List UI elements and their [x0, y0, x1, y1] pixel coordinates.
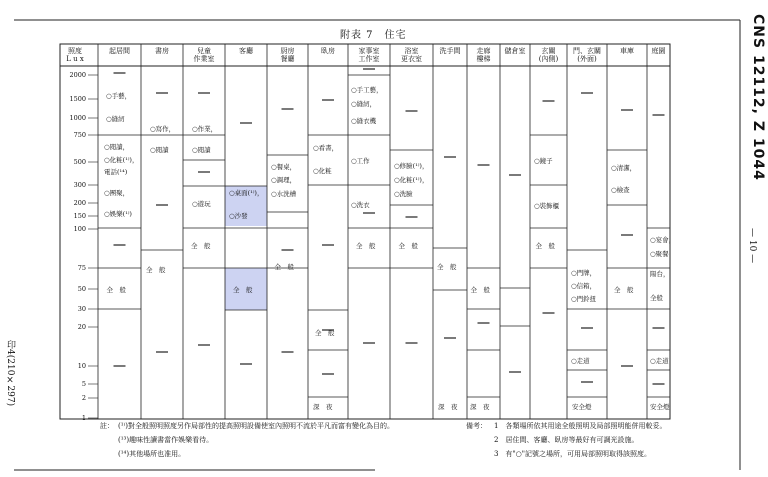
general-lighting-label: 全 般	[233, 286, 253, 294]
column-header: 門、玄關 (外面)	[573, 47, 601, 63]
axis-tick-label: 50	[77, 285, 86, 293]
cell-item: ○化粧(¹⁾)，	[394, 176, 429, 184]
cell-item: ○修臉(¹⁾)，	[394, 162, 429, 170]
axis-tick-label: 20	[77, 323, 86, 331]
cell-item: ○走道	[650, 357, 669, 365]
general-lighting-label: 全 般	[437, 263, 457, 271]
cell-item: ○洗臉	[394, 190, 413, 198]
cell-item: ○縫衣機	[351, 117, 377, 125]
axis-tick-label: 100	[73, 225, 86, 233]
general-lighting-label: 全 般	[614, 286, 634, 294]
deep-night-label: 深 夜	[313, 403, 333, 411]
cell-item: ○水洗槽	[271, 190, 297, 198]
axis-tick-label: 750	[73, 131, 86, 139]
general-lighting-label: 全 般	[356, 242, 376, 250]
cell-item: ○餐桌，	[271, 163, 297, 171]
note-3: (¹⁴)其他場所也准用。	[118, 450, 186, 458]
column-header: 兒童 作業室	[193, 47, 215, 63]
cell-item: ○看書，	[313, 144, 339, 152]
cell-item: ○縫紉，	[351, 100, 377, 108]
axis-tick-label: 5	[81, 380, 86, 388]
column-header: 車庫	[620, 47, 634, 55]
side-paper-spec: 印4(210×297)	[5, 340, 15, 407]
general-lighting-label: 全 般	[106, 286, 126, 294]
cell-item: ○閱讀，	[104, 143, 130, 151]
column-header: 洗手間	[439, 47, 461, 55]
remark-2: 2 居住間、客廳、臥房等最好有可調光設施。	[494, 436, 639, 444]
cell-item: ○門鈴扭	[571, 295, 597, 303]
cell-item: ○清潔，	[611, 164, 637, 172]
cell-item: ○手藝，	[106, 92, 132, 100]
axis-tick-label: 30	[77, 305, 86, 313]
note-2: (¹³)趣味性讀書當作娛樂看待。	[118, 436, 214, 444]
remark-label: 備考：	[466, 422, 487, 430]
axis-tick-label: 1500	[69, 95, 86, 103]
safety-light-label: 安全燈	[650, 403, 670, 411]
cell-item: ○手工藝，	[351, 86, 383, 94]
cell-item: 陽台，	[650, 270, 670, 278]
side-page-number: — 10 —	[747, 228, 757, 264]
cell-item: ○宴會，	[650, 236, 676, 244]
note-label: 註：	[100, 422, 114, 430]
note-1: (¹⁾)對全般照明照度另作局部性的提高照明設備使室內照明不流於平凡而富有變化為目的。	[118, 422, 394, 430]
cell-item: ○門牌，	[571, 269, 597, 277]
general-lighting-label: 全 般	[191, 242, 211, 250]
column-header: 玄關 (內側)	[538, 47, 559, 63]
cell-item: ○鏡子	[534, 157, 553, 165]
column-header: 起居間	[109, 47, 130, 55]
general-lighting-label: 全 般	[146, 266, 166, 274]
axis-unit-label: 照度 L u x	[66, 47, 84, 63]
cell-item: ○寫作，	[150, 125, 176, 133]
axis-tick-label: 75	[77, 264, 86, 272]
column-header: 客廳	[239, 47, 253, 55]
cell-item: ○桌面(¹⁾)，	[229, 189, 264, 197]
axis-tick-label: 150	[73, 212, 86, 220]
cell-item: ○洗衣	[351, 201, 370, 209]
column-header: 厨房 餐廳	[280, 47, 295, 63]
axis-tick-label: 2000	[69, 71, 86, 79]
cell-item: ○遊玩	[192, 200, 211, 208]
safety-light-label: 安全燈	[572, 403, 592, 411]
column-header: 書房	[155, 47, 169, 55]
column-header: 臥房	[321, 47, 335, 55]
column-header: 浴室 更衣室	[401, 47, 422, 63]
side-standard-number: CNS 12112, Z 1044	[750, 14, 766, 181]
cell-item: ○化粧(¹⁾)，	[104, 156, 139, 164]
axis-tick-label: 10	[77, 362, 86, 370]
general-lighting-label: 全 般	[470, 286, 490, 294]
axis-tick-label: 1000	[69, 114, 86, 122]
axis-tick-label: 200	[73, 199, 86, 207]
column-header: 庭園	[651, 47, 666, 55]
cell-item: ○縫紉	[106, 115, 125, 123]
general-lighting-label: 全 般	[315, 329, 335, 337]
column-header: 走廊 樓梯	[476, 47, 491, 63]
axis-tick-label: 2	[81, 394, 86, 402]
axis-tick-label: 300	[73, 181, 86, 189]
deep-night-label: 深 夜	[470, 403, 490, 411]
cell-item: ○閱讀	[192, 146, 211, 154]
general-lighting-label: 全 般	[398, 242, 418, 250]
general-lighting-label: 全般	[650, 294, 663, 302]
cell-item: ○閱讀	[150, 146, 169, 154]
cell-item: ○作業，	[192, 125, 218, 133]
cell-item: ○化粧	[313, 167, 332, 175]
axis-tick-label: 500	[73, 158, 86, 166]
column-header: 家事室 工作室	[358, 47, 380, 63]
cell-item: ○裝飾櫃	[534, 202, 560, 210]
cell-item: ○沙發	[229, 212, 248, 220]
cell-item: ○娛樂(¹⁾)	[104, 210, 132, 218]
table-title: 附表 7 住宅	[340, 30, 407, 41]
cell-item: ○檢查	[611, 186, 630, 194]
cell-item: ○聚餐	[650, 250, 669, 258]
cell-item: ○調理，	[271, 176, 297, 184]
general-lighting-label: 全 般	[274, 263, 294, 271]
deep-night-label: 深 夜	[438, 403, 458, 411]
remark-3: 3 有"○"記號之場所，可用局部照明取得該照度。	[494, 450, 652, 458]
cell-item: ○工作	[351, 157, 370, 165]
cell-item: ○團聚，	[104, 189, 130, 197]
cell-item: ○走道	[571, 357, 590, 365]
general-lighting-label: 全 般	[535, 242, 555, 250]
remark-1: 1 各類場所依其用途全般照明及局部照明能併用較妥。	[494, 422, 667, 430]
column-header: 儲倉室	[504, 47, 526, 55]
axis-tick-label: 1	[81, 414, 86, 422]
cell-item: ○信箱，	[571, 282, 597, 290]
cell-item: 電話(¹⁴)	[104, 168, 128, 176]
